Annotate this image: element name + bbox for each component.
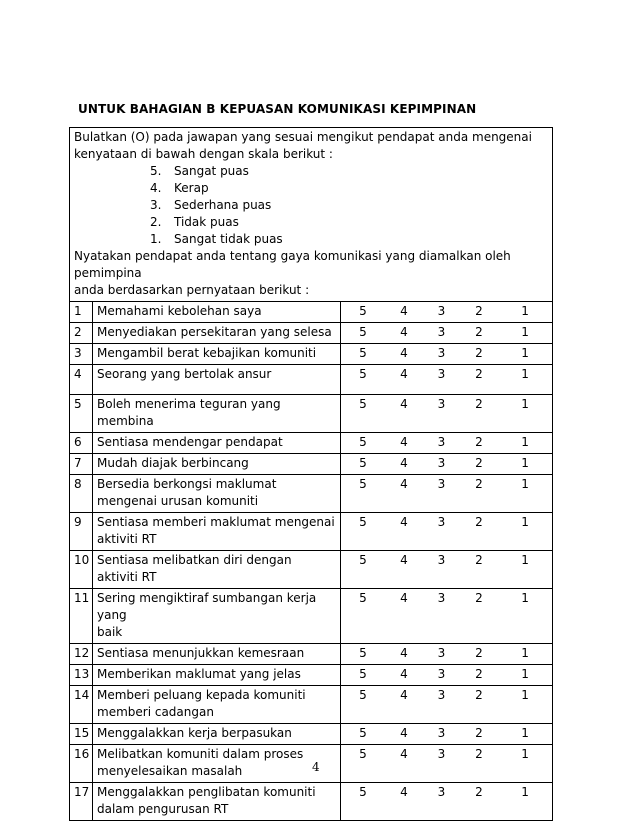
statement-line: Sering mengiktiraf sumbangan kerja yang bbox=[97, 591, 317, 622]
statement-line: Sentiasa melibatkan diri dengan aktiviti RT bbox=[97, 553, 292, 584]
statement-line: Sentiasa mendengar pendapat bbox=[97, 435, 283, 449]
item-number: 17 bbox=[70, 783, 93, 821]
item-row bbox=[70, 454, 553, 475]
score-option[interactable]: 4 bbox=[386, 433, 423, 454]
score-option[interactable]: 2 bbox=[461, 433, 498, 454]
score-option[interactable]: 5 bbox=[341, 783, 386, 821]
section-heading: UNTUK BAHAGIAN B KEPUASAN KOMUNIKASI KEPIMPINAN bbox=[78, 102, 477, 116]
score-option[interactable]: 3 bbox=[423, 551, 461, 589]
item-statement bbox=[93, 433, 341, 454]
item-statement bbox=[93, 454, 341, 475]
scale-number: 2. bbox=[150, 215, 162, 229]
item-statement bbox=[93, 724, 341, 745]
scale-item bbox=[150, 197, 548, 214]
item-statement bbox=[93, 589, 341, 644]
score-option[interactable]: 3 bbox=[423, 302, 461, 323]
page-number: 4 bbox=[312, 760, 320, 774]
item-row bbox=[70, 724, 553, 745]
item-statement bbox=[93, 665, 341, 686]
score-option[interactable]: 2 bbox=[461, 475, 498, 513]
score-option[interactable]: 3 bbox=[423, 724, 461, 745]
scale-number: 5. bbox=[150, 164, 162, 178]
statement-line: mengenai urusan komuniti bbox=[97, 494, 259, 508]
item-number: 1 bbox=[70, 302, 93, 323]
score-option[interactable]: 4 bbox=[386, 686, 423, 724]
score-option[interactable]: 1 bbox=[498, 686, 553, 724]
score-option[interactable]: 5 bbox=[341, 551, 386, 589]
score-option[interactable]: 1 bbox=[498, 475, 553, 513]
score-option[interactable]: 3 bbox=[423, 589, 461, 644]
item-row bbox=[70, 644, 553, 665]
item-statement bbox=[93, 344, 341, 365]
score-option[interactable]: 5 bbox=[341, 344, 386, 365]
score-option[interactable]: 3 bbox=[423, 454, 461, 475]
score-option[interactable]: 3 bbox=[423, 475, 461, 513]
instruction-line: kenyataan di bawah dengan skala berikut : bbox=[74, 147, 333, 161]
score-option[interactable]: 3 bbox=[423, 513, 461, 551]
score-option[interactable]: 5 bbox=[341, 395, 386, 433]
score-option[interactable]: 2 bbox=[461, 344, 498, 365]
item-rows bbox=[70, 302, 553, 821]
score-option[interactable]: 5 bbox=[341, 454, 386, 475]
score-option[interactable]: 5 bbox=[341, 475, 386, 513]
item-number: 7 bbox=[70, 454, 93, 475]
score-option[interactable]: 4 bbox=[386, 589, 423, 644]
score-option[interactable]: 4 bbox=[386, 365, 423, 395]
score-option[interactable]: 2 bbox=[461, 724, 498, 745]
score-option[interactable]: 2 bbox=[461, 323, 498, 344]
score-option[interactable]: 3 bbox=[423, 644, 461, 665]
item-row bbox=[70, 589, 553, 644]
score-option[interactable]: 4 bbox=[386, 395, 423, 433]
score-option[interactable]: 3 bbox=[423, 344, 461, 365]
statement-line: Bersedia berkongsi maklumat bbox=[97, 477, 277, 491]
statement-line: Sentiasa memberi maklumat mengenai bbox=[97, 515, 335, 529]
instruction-row bbox=[70, 128, 553, 302]
score-option[interactable]: 3 bbox=[423, 745, 461, 783]
score-option[interactable]: 5 bbox=[341, 686, 386, 724]
score-option[interactable]: 4 bbox=[386, 344, 423, 365]
score-option[interactable]: 3 bbox=[423, 395, 461, 433]
scale-label: Sangat puas bbox=[174, 164, 249, 178]
score-option[interactable]: 2 bbox=[461, 302, 498, 323]
item-row bbox=[70, 475, 553, 513]
score-option[interactable]: 1 bbox=[498, 395, 553, 433]
instruction-line: Nyatakan pendapat anda tentang gaya komunikasi yang diamalkan oleh pemimpina bbox=[74, 249, 511, 280]
scale-label: Sangat tidak puas bbox=[174, 232, 283, 246]
score-option[interactable]: 4 bbox=[386, 302, 423, 323]
score-option[interactable]: 1 bbox=[498, 454, 553, 475]
score-option[interactable]: 3 bbox=[423, 686, 461, 724]
score-option[interactable]: 1 bbox=[498, 323, 553, 344]
statement-line: aktiviti RT bbox=[97, 532, 157, 546]
score-option[interactable]: 2 bbox=[461, 513, 498, 551]
score-option[interactable]: 2 bbox=[461, 454, 498, 475]
score-option[interactable]: 2 bbox=[461, 589, 498, 644]
score-option[interactable]: 1 bbox=[498, 724, 553, 745]
score-option[interactable]: 2 bbox=[461, 783, 498, 821]
item-number: 10 bbox=[70, 551, 93, 589]
statement-line: Melibatkan komuniti dalam proses bbox=[97, 747, 304, 761]
score-option[interactable]: 2 bbox=[461, 665, 498, 686]
item-row bbox=[70, 395, 553, 433]
item-number: 6 bbox=[70, 433, 93, 454]
score-option[interactable]: 4 bbox=[386, 551, 423, 589]
item-number: 16 bbox=[70, 745, 93, 783]
item-statement bbox=[93, 513, 341, 551]
statement-line: memberi cadangan bbox=[97, 705, 214, 719]
statement-line: Memberi peluang kepada komuniti bbox=[97, 688, 306, 702]
score-option[interactable]: 3 bbox=[423, 323, 461, 344]
statement-line: Menyediakan persekitaran yang selesa bbox=[97, 325, 332, 339]
statement-line: Memberikan maklumat yang jelas bbox=[97, 667, 301, 681]
item-row bbox=[70, 344, 553, 365]
item-number: 9 bbox=[70, 513, 93, 551]
score-option[interactable]: 4 bbox=[386, 724, 423, 745]
statement-line: Menggalakkan kerja berpasukan bbox=[97, 726, 292, 740]
statement-line: menyelesaikan masalah bbox=[97, 764, 243, 778]
score-option[interactable]: 1 bbox=[498, 365, 553, 395]
statement-line: Mudah diajak berbincang bbox=[97, 456, 249, 470]
item-row bbox=[70, 551, 553, 589]
score-option[interactable]: 5 bbox=[341, 323, 386, 344]
score-option[interactable]: 1 bbox=[498, 745, 553, 783]
score-option[interactable]: 2 bbox=[461, 551, 498, 589]
item-row bbox=[70, 365, 553, 395]
scale-item bbox=[150, 180, 548, 197]
item-statement bbox=[93, 365, 341, 395]
scale-item bbox=[150, 163, 548, 180]
score-option[interactable]: 4 bbox=[386, 513, 423, 551]
score-option[interactable]: 1 bbox=[498, 665, 553, 686]
statement-line: baik bbox=[97, 625, 123, 639]
score-option[interactable]: 5 bbox=[341, 302, 386, 323]
score-option[interactable]: 1 bbox=[498, 644, 553, 665]
item-statement bbox=[93, 644, 341, 665]
score-option[interactable]: 1 bbox=[498, 783, 553, 821]
item-number: 4 bbox=[70, 365, 93, 395]
score-option[interactable]: 2 bbox=[461, 644, 498, 665]
item-row bbox=[70, 665, 553, 686]
instruction-line: anda berdasarkan pernyataan berikut : bbox=[74, 283, 310, 297]
score-option[interactable]: 5 bbox=[341, 513, 386, 551]
item-row bbox=[70, 686, 553, 724]
item-number: 5 bbox=[70, 395, 93, 433]
scale-label: Sederhana puas bbox=[174, 198, 272, 212]
scale-number: 3. bbox=[150, 198, 162, 212]
scale-label: Kerap bbox=[174, 181, 209, 195]
score-option[interactable]: 3 bbox=[423, 433, 461, 454]
score-option[interactable]: 1 bbox=[498, 433, 553, 454]
questionnaire-table bbox=[69, 127, 553, 821]
item-row bbox=[70, 783, 553, 821]
item-number: 8 bbox=[70, 475, 93, 513]
score-option[interactable]: 5 bbox=[341, 745, 386, 783]
item-number: 13 bbox=[70, 665, 93, 686]
statement-line: Seorang yang bertolak ansur bbox=[97, 367, 272, 381]
score-option[interactable]: 2 bbox=[461, 395, 498, 433]
item-number: 3 bbox=[70, 344, 93, 365]
score-option[interactable]: 2 bbox=[461, 686, 498, 724]
score-option[interactable]: 4 bbox=[386, 323, 423, 344]
score-option[interactable]: 1 bbox=[498, 589, 553, 644]
item-row bbox=[70, 513, 553, 551]
score-option[interactable]: 3 bbox=[423, 783, 461, 821]
instruction-cell bbox=[70, 128, 553, 302]
score-option[interactable]: 4 bbox=[386, 783, 423, 821]
item-statement bbox=[93, 745, 341, 783]
item-statement bbox=[93, 475, 341, 513]
item-number: 2 bbox=[70, 323, 93, 344]
scale-label: Tidak puas bbox=[174, 215, 239, 229]
statement-line: dalam pengurusan RT bbox=[97, 802, 229, 816]
item-row bbox=[70, 433, 553, 454]
score-option[interactable]: 1 bbox=[498, 513, 553, 551]
score-option[interactable]: 4 bbox=[386, 745, 423, 783]
score-option[interactable]: 2 bbox=[461, 745, 498, 783]
instruction-line: Bulatkan (O) pada jawapan yang sesuai mengikut pendapat anda mengenai bbox=[74, 130, 532, 144]
item-statement bbox=[93, 686, 341, 724]
score-option[interactable]: 5 bbox=[341, 589, 386, 644]
item-number: 14 bbox=[70, 686, 93, 724]
score-option[interactable]: 1 bbox=[498, 302, 553, 323]
item-statement bbox=[93, 783, 341, 821]
item-number: 15 bbox=[70, 724, 93, 745]
scale-number: 1. bbox=[150, 232, 162, 246]
score-option[interactable]: 1 bbox=[498, 344, 553, 365]
score-option[interactable]: 3 bbox=[423, 365, 461, 395]
score-option[interactable]: 5 bbox=[341, 665, 386, 686]
statement-line: Menggalakkan penglibatan komuniti bbox=[97, 785, 316, 799]
item-row bbox=[70, 302, 553, 323]
item-statement bbox=[93, 395, 341, 433]
item-statement bbox=[93, 323, 341, 344]
score-option[interactable]: 5 bbox=[341, 433, 386, 454]
scale-legend bbox=[74, 163, 548, 248]
scale-number: 4. bbox=[150, 181, 162, 195]
scale-item bbox=[150, 231, 548, 248]
item-statement bbox=[93, 302, 341, 323]
item-statement bbox=[93, 551, 341, 589]
score-option[interactable]: 5 bbox=[341, 365, 386, 395]
score-option[interactable]: 2 bbox=[461, 365, 498, 395]
score-option[interactable]: 3 bbox=[423, 665, 461, 686]
score-option[interactable]: 4 bbox=[386, 475, 423, 513]
statement-line: Boleh menerima teguran yang membina bbox=[97, 397, 281, 428]
score-option[interactable]: 4 bbox=[386, 454, 423, 475]
score-option[interactable]: 4 bbox=[386, 644, 423, 665]
item-number: 12 bbox=[70, 644, 93, 665]
item-number: 11 bbox=[70, 589, 93, 644]
score-option[interactable]: 5 bbox=[341, 644, 386, 665]
scale-item bbox=[150, 214, 548, 231]
score-option[interactable]: 4 bbox=[386, 665, 423, 686]
item-row bbox=[70, 323, 553, 344]
statement-line: Sentiasa menunjukkan kemesraan bbox=[97, 646, 305, 660]
statement-line: Memahami kebolehan saya bbox=[97, 304, 262, 318]
statement-line: Mengambil berat kebajikan komuniti bbox=[97, 346, 317, 360]
score-option[interactable]: 1 bbox=[498, 551, 553, 589]
score-option[interactable]: 5 bbox=[341, 724, 386, 745]
